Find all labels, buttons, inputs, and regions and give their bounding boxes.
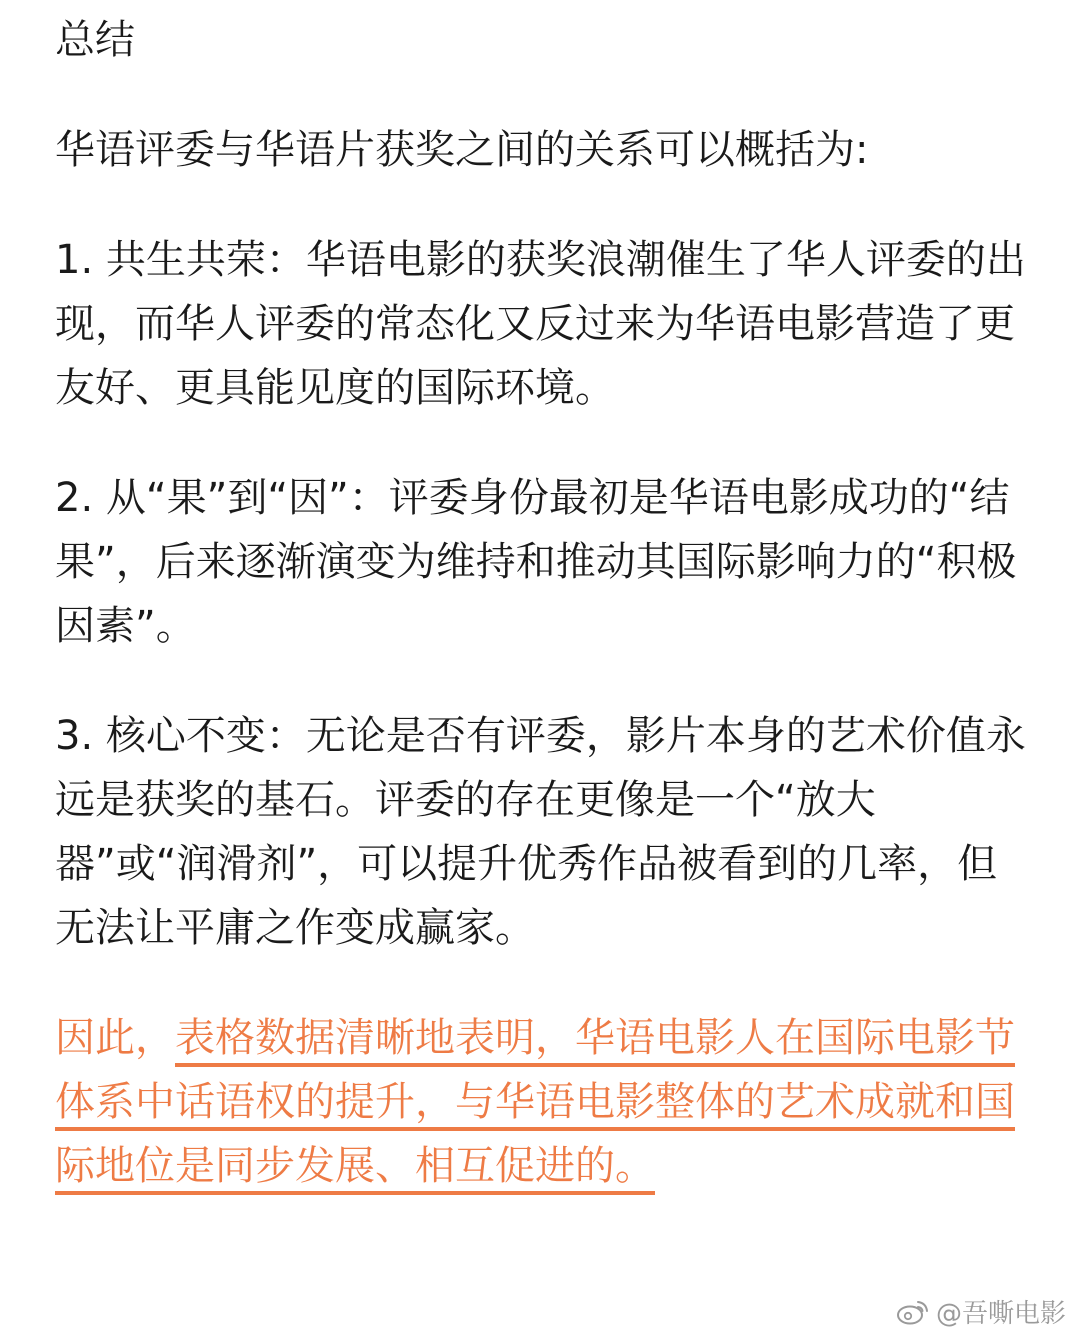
point-2-paragraph: 2. 从“果”到“因”：评委身份最初是华语电影成功的“结果”，后来逐渐演变为维持和推动其国际影响力的“积极因素”。: [55, 475, 1017, 649]
point-1-paragraph: 1. 共生共荣：华语电影的获奖浪潮催生了华人评委的出现，而华人评委的常态化又反过来为华语电影营造了更友好、更具能见度的国际环境。: [55, 237, 1026, 411]
weibo-icon: [896, 1298, 930, 1326]
article-content: [55, 8, 1030, 1198]
watermark: [896, 1293, 1066, 1330]
intro-paragraph: 华语评委与华语片获奖之间的关系可以概括为:: [55, 127, 869, 173]
watermark-text: @吾嘶电影: [935, 1299, 1066, 1329]
section-title: 总结: [55, 17, 135, 63]
point-3-paragraph: 3. 核心不变：无论是否有评委，影片本身的艺术价值永远是获奖的基石。评委的存在更像是一个“放大器”或“润滑剂”，可以提升优秀作品被看到的几率，但无法让平庸之作变成赢家。: [55, 713, 1026, 951]
conclusion-lead: 因此，: [55, 1015, 175, 1061]
conclusion-highlight: 表格数据清晰地表明，华语电影人在国际电影节体系中话语权的提升，与华语电影整体的艺术成就和国际地位是同步发展、相互促进的。: [55, 1015, 1015, 1189]
conclusion-paragraph: [55, 1006, 1030, 1198]
